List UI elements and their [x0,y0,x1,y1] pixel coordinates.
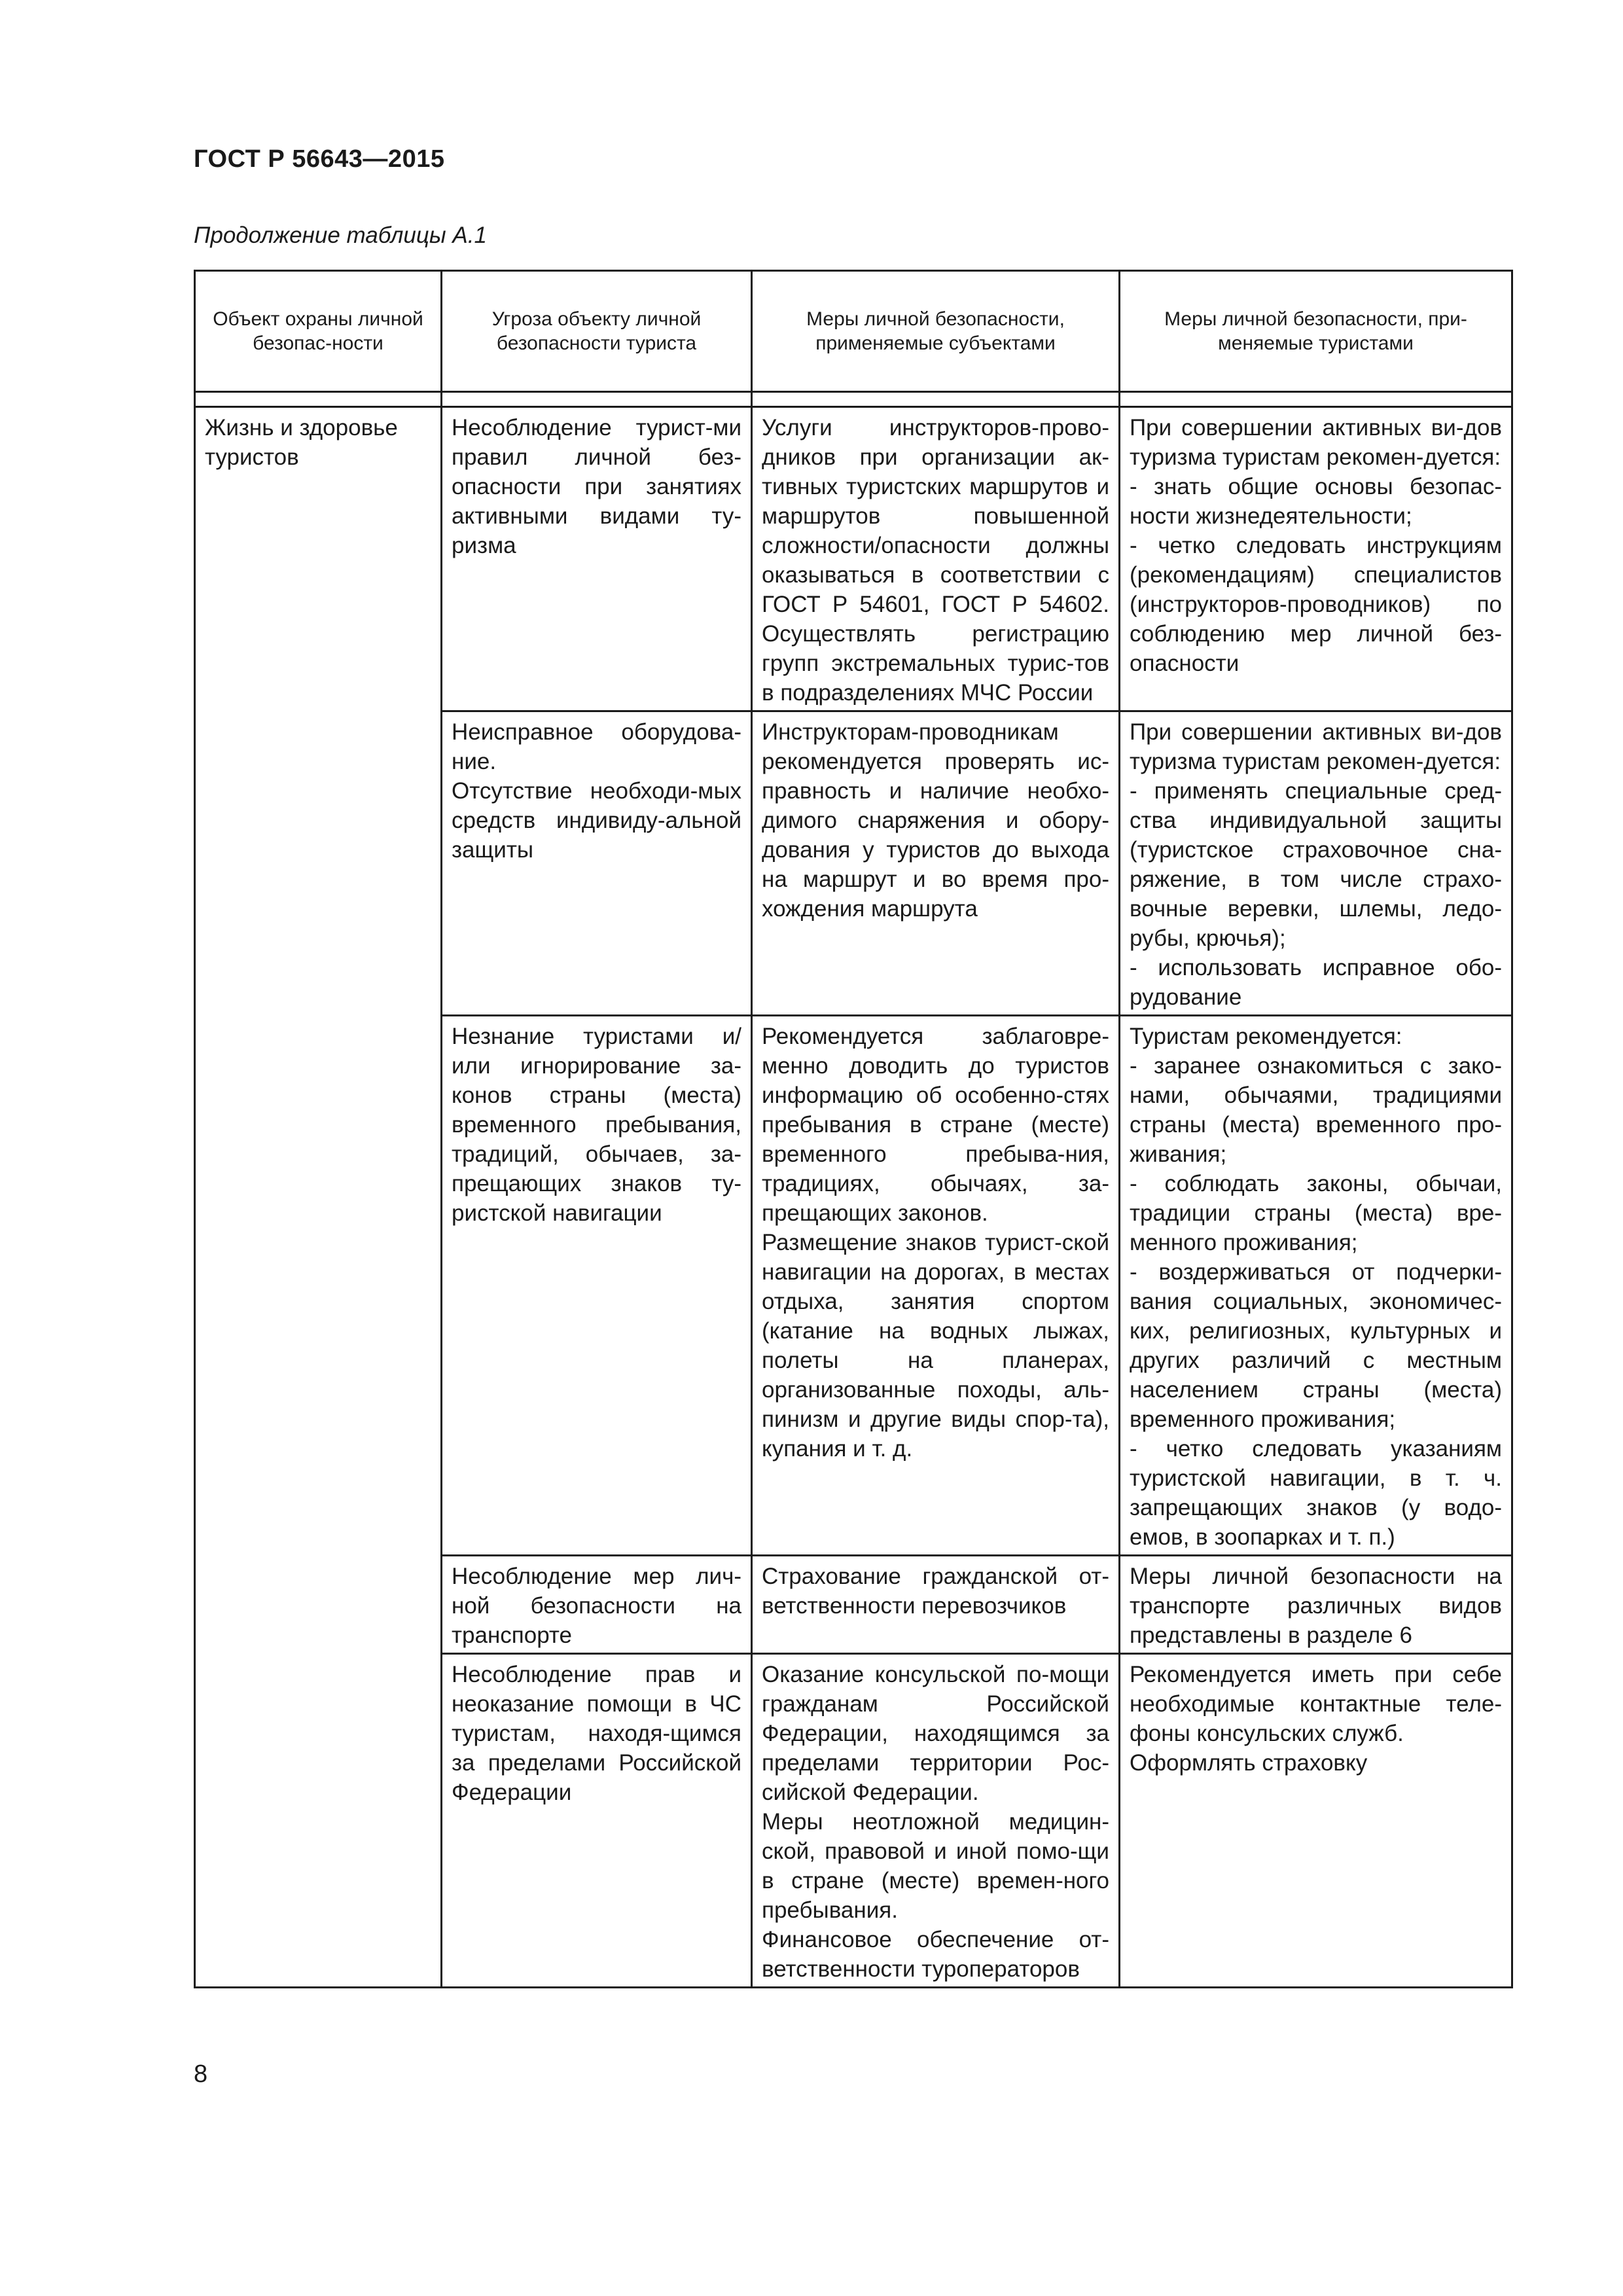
list-item: Оказание консульской по-мощи гражданам Российской Федерации, находящимся за пределами территории Рос-сийской Федерации. [762,1662,1109,1805]
list-item: Размещение знаков турист-ской навигации на дорогах, в местах отдыха, занятия спортом (катание на водных лыжах, полеты на планерах, организованные походы, аль-пинизм и другие виды спор-та), купания и т. д. [762,1230,1109,1462]
list-item: Финансовое обеспечение от-ветственности туроператоров [762,1927,1109,1982]
threat-cell: Незнание туристами и/ или игнорирование за-конов страны (места) временного пребывания, традиций, обычаев, за-прещающих знаков ту-ристской навигации [442,1016,752,1556]
standard-title: ГОСТ Р 56643—2015 [194,145,445,173]
subject-measures-cell [752,1654,1120,1988]
list-item: Неисправное оборудова-ние. [452,719,741,774]
list-item: При совершении активных ви-дов туризма туристам рекомен-дуется: [1130,719,1502,774]
tourist-measures-cell [1120,1654,1512,1988]
object-cell: Жизнь и здоровье туристов [195,407,442,1988]
list-item: При совершении активных ви-дов туризма туристам рекомен-дуется: [1130,415,1502,470]
subject-measures-cell: Услуги инструкторов-прово-дников при организации ак-тивных туристских маршрутов и маршрутов повышенной сложности/опасности должны оказываться в соответствии с ГОСТ Р 54601, ГОСТ Р 54602. Осуществлять регистрацию групп экстремальных турис-тов в подразделениях МЧС России [752,407,1120,711]
tourist-measures-cell [1120,407,1512,711]
list-item: - воздерживаться от подчерки-вания социальных, экономичес-ких, религиозных, культурных и других различий с местным населением страны (места) временного проживания; [1130,1259,1502,1432]
list-item: - четко следовать указаниям туристской навигации, в т. ч. запрещающих знаков (у водо-емов, в зоопарках и т. п.) [1130,1436,1502,1550]
subject-measures-cell: Страхование гражданской от-ветственности перевозчиков [752,1556,1120,1654]
page-number: 8 [194,2060,208,2088]
list-item: Отсутствие необходи-мых средств индивиду-альной защиты [452,778,741,863]
list-item: - четко следовать инструкциям (рекомендациям) специалистов (инструкторов-проводников) по соблюдению мер личной без-опасности [1130,533,1502,676]
list-item: Рекомендуется заблаговре-менно доводить до туристов информацию об особенно-стях пребывания в стране (месте) временного пребыва-ния, традициях, обычаях, за-прещающих законов. [762,1024,1109,1226]
subject-measures-cell: Инструкторам-проводникам рекомендуется проверять ис-правность и наличие необхо-димого снаряжения и обору-дования у туристов до выхода на маршрут и во время про-хождения маршрута [752,711,1120,1016]
table-row [195,407,1512,711]
list-item: Оформлять страховку [1130,1750,1368,1776]
list-item: - использовать исправное обо-рудование [1130,955,1502,1010]
column-header-subject-measures: Меры личной безопасности, применяемые субъектами [752,271,1120,392]
column-header-threat: Угроза объекту личной безопасности туриста [442,271,752,392]
column-header-object: Объект охраны личной безопас-ности [195,271,442,392]
table-header-row [195,271,1512,392]
threat-cell: Несоблюдение турист-ми правил личной без-опасности при занятиях активными видами ту-ризма [442,407,752,711]
list-item: Туристам рекомендуется: [1130,1024,1402,1049]
table-caption: Продолжение таблицы А.1 [194,223,487,248]
tourist-measures-cell: Меры личной безопасности на транспорте различных видов представлены в разделе 6 [1120,1556,1512,1654]
list-item: Рекомендуется иметь при себе необходимые контактные теле-фоны консульских служб. [1130,1662,1502,1746]
threat-cell [442,711,752,1016]
list-item: Меры неотложной медицин-ской, правовой и иной помо-щи в стране (месте) времен-ного пребывания. [762,1809,1109,1923]
tourist-measures-cell [1120,711,1512,1016]
threat-cell: Несоблюдение мер лич-ной безопасности на транспорте [442,1556,752,1654]
list-item: - применять специальные сред-ства индивидуальной защиты (туристское страховочное сна-ряжение, в том числе страхо-вочные веревки, шлемы, ледо-рубы, крючья); [1130,778,1502,951]
tourist-measures-cell [1120,1016,1512,1556]
list-item: - заранее ознакомиться с зако-нами, обычаями, традициями страны (места) временного про-живания; [1130,1053,1502,1167]
list-item: - знать общие основы безопас-ности жизнедеятельности; [1130,474,1502,529]
threat-cell: Несоблюдение прав и неоказание помощи в ЧС туристам, находя-щимся за пределами Российской Федерации [442,1654,752,1988]
subject-measures-cell [752,1016,1120,1556]
safety-measures-table [194,270,1513,1988]
header-separator-row [195,392,1512,407]
column-header-tourist-measures: Меры личной безопасности, при-меняемые туристами [1120,271,1512,392]
list-item: - соблюдать законы, обычаи, традиции страны (места) вре-менного проживания; [1130,1171,1502,1255]
